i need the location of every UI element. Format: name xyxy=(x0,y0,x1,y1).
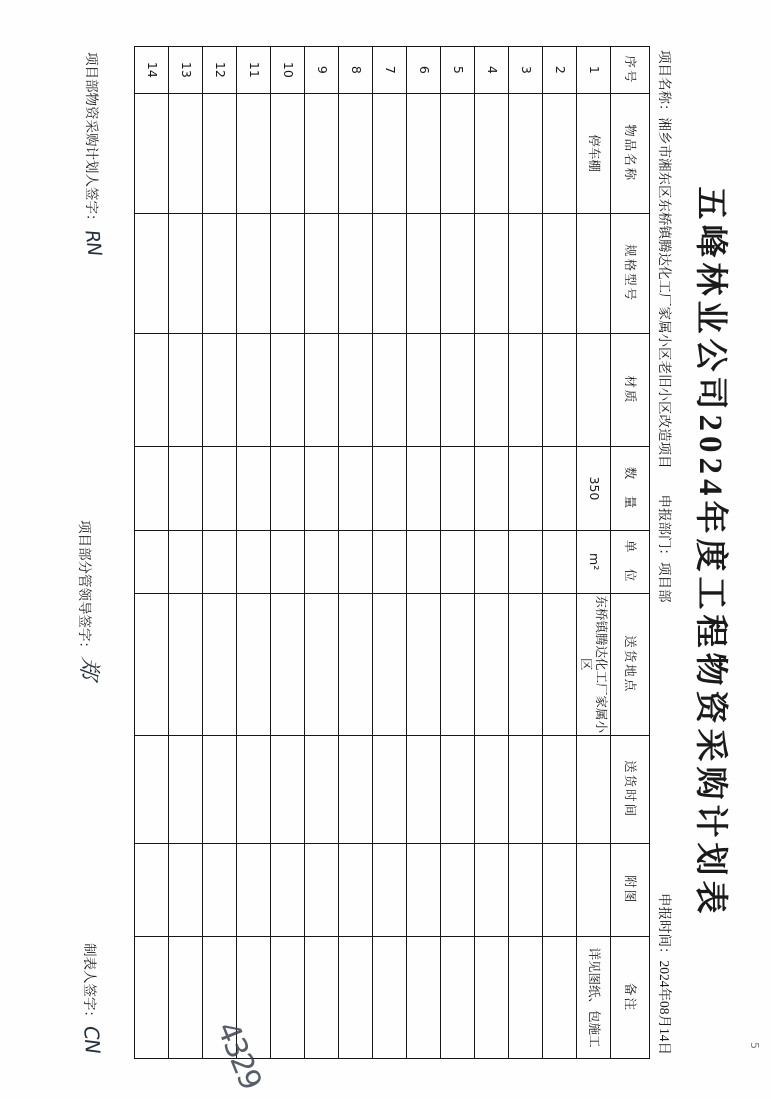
cell-unit xyxy=(475,530,509,593)
cell-spec xyxy=(373,213,407,333)
cell-address xyxy=(339,593,373,735)
cell-note: 详见图纸、包施工 xyxy=(577,937,611,1059)
cell-spec xyxy=(203,213,237,333)
table-row xyxy=(271,47,305,1059)
cell-picture xyxy=(203,843,237,936)
cell-note xyxy=(271,937,305,1059)
header-seq: 序号 xyxy=(611,47,650,94)
cell-name xyxy=(305,93,339,213)
cell-seq: 14 xyxy=(135,47,169,94)
declare-date-field xyxy=(656,893,676,1055)
cell-unit: m² xyxy=(577,530,611,593)
cell-address xyxy=(305,593,339,735)
cell-material xyxy=(339,333,373,447)
cell-qty xyxy=(373,447,407,530)
header-note: 备注 xyxy=(611,937,650,1059)
cell-time xyxy=(271,735,305,843)
cell-seq: 6 xyxy=(407,47,441,94)
table-row xyxy=(441,47,475,1059)
cell-material xyxy=(203,333,237,447)
table-row xyxy=(135,47,169,1059)
cell-address xyxy=(135,593,169,735)
table-row xyxy=(339,47,373,1059)
cell-material xyxy=(271,333,305,447)
table-row xyxy=(407,47,441,1059)
cell-material xyxy=(237,333,271,447)
cell-address xyxy=(475,593,509,735)
table-row xyxy=(543,47,577,1059)
signature-leader-mark: 郑 xyxy=(74,655,103,680)
cell-name xyxy=(135,93,169,213)
procurement-plan-table xyxy=(134,46,650,1059)
cell-unit xyxy=(509,530,543,593)
signature-leader xyxy=(73,520,104,678)
cell-time xyxy=(305,735,339,843)
cell-qty: 350 xyxy=(577,447,611,530)
cell-seq: 1 xyxy=(577,47,611,94)
cell-material xyxy=(475,333,509,447)
cell-name xyxy=(339,93,373,213)
cell-picture xyxy=(237,843,271,936)
cell-name xyxy=(407,93,441,213)
cell-spec xyxy=(135,213,169,333)
cell-time xyxy=(407,735,441,843)
cell-name xyxy=(543,93,577,213)
handwritten-annotation: 4329 xyxy=(209,1016,268,1094)
corner-page-mark: 5 xyxy=(748,1042,761,1049)
cell-picture xyxy=(441,843,475,936)
cell-picture xyxy=(475,843,509,936)
cell-time xyxy=(373,735,407,843)
cell-note xyxy=(543,937,577,1059)
cell-note xyxy=(169,937,203,1059)
cell-address: 东桥镇腾达化工厂家属小区 xyxy=(577,593,611,735)
cell-address xyxy=(271,593,305,735)
cell-unit xyxy=(169,530,203,593)
cell-unit xyxy=(271,530,305,593)
project-name-value: 湘乡市湘东区东桥镇腾达化工厂家属小区老旧小区改造项目 xyxy=(657,117,672,469)
cell-picture xyxy=(407,843,441,936)
cell-address xyxy=(509,593,543,735)
table-row xyxy=(203,47,237,1059)
table-row xyxy=(509,47,543,1059)
cell-name xyxy=(271,93,305,213)
cell-note xyxy=(509,937,543,1059)
header-picture: 附图 xyxy=(611,843,650,936)
cell-qty xyxy=(237,447,271,530)
cell-unit xyxy=(441,530,475,593)
department-field xyxy=(656,495,676,603)
cell-name: 停车棚 xyxy=(577,93,611,213)
cell-qty xyxy=(203,447,237,530)
cell-unit xyxy=(373,530,407,593)
cell-seq: 7 xyxy=(373,47,407,94)
cell-picture xyxy=(577,843,611,936)
cell-name xyxy=(509,93,543,213)
project-name-field xyxy=(656,50,676,469)
header-time: 送货时间 xyxy=(611,735,650,843)
cell-unit xyxy=(305,530,339,593)
table-header-row xyxy=(611,47,650,1059)
cell-unit xyxy=(135,530,169,593)
cell-seq: 10 xyxy=(271,47,305,94)
cell-spec xyxy=(475,213,509,333)
cell-picture xyxy=(135,843,169,936)
cell-seq: 11 xyxy=(237,47,271,94)
cell-unit xyxy=(407,530,441,593)
cell-name xyxy=(237,93,271,213)
cell-qty xyxy=(135,447,169,530)
signature-preparer-mark: CN xyxy=(79,1025,105,1054)
cell-material xyxy=(509,333,543,447)
cell-seq: 5 xyxy=(441,47,475,94)
department-value: 项目部 xyxy=(657,562,672,603)
cell-seq: 12 xyxy=(203,47,237,94)
cell-unit xyxy=(203,530,237,593)
header-unit: 单 位 xyxy=(611,530,650,593)
header-spec: 规格型号 xyxy=(611,213,650,333)
cell-spec xyxy=(543,213,577,333)
project-name-label: 项目名称： xyxy=(657,50,672,118)
table-row xyxy=(475,47,509,1059)
cell-qty xyxy=(339,447,373,530)
cell-qty xyxy=(271,447,305,530)
signature-purchaser-label: 项目部物资采购计划人签字： xyxy=(84,52,99,228)
cell-picture xyxy=(543,843,577,936)
cell-address xyxy=(203,593,237,735)
cell-seq: 9 xyxy=(305,47,339,94)
signature-preparer xyxy=(73,943,104,1053)
table-row xyxy=(237,47,271,1059)
signature-purchaser xyxy=(73,52,104,255)
signature-row xyxy=(73,46,104,1059)
cell-name xyxy=(169,93,203,213)
cell-name xyxy=(203,93,237,213)
cell-seq: 4 xyxy=(475,47,509,94)
cell-time xyxy=(543,735,577,843)
cell-picture xyxy=(169,843,203,936)
cell-address xyxy=(441,593,475,735)
cell-unit xyxy=(543,530,577,593)
cell-spec xyxy=(305,213,339,333)
cell-address xyxy=(543,593,577,735)
cell-spec xyxy=(237,213,271,333)
cell-note xyxy=(475,937,509,1059)
cell-material xyxy=(441,333,475,447)
cell-note xyxy=(339,937,373,1059)
cell-material xyxy=(373,333,407,447)
cell-picture xyxy=(373,843,407,936)
cell-qty xyxy=(305,447,339,530)
cell-unit xyxy=(339,530,373,593)
cell-time xyxy=(475,735,509,843)
header-name: 物品名称 xyxy=(611,93,650,213)
cell-material xyxy=(577,333,611,447)
cell-note xyxy=(407,937,441,1059)
cell-address xyxy=(407,593,441,735)
cell-picture xyxy=(509,843,543,936)
cell-material xyxy=(305,333,339,447)
cell-address xyxy=(373,593,407,735)
cell-material xyxy=(169,333,203,447)
cell-name xyxy=(475,93,509,213)
cell-time xyxy=(441,735,475,843)
signature-purchaser-mark: RN xyxy=(80,228,106,257)
cell-qty xyxy=(509,447,543,530)
cell-qty xyxy=(169,447,203,530)
cell-name xyxy=(441,93,475,213)
cell-qty xyxy=(475,447,509,530)
cell-time xyxy=(169,735,203,843)
table-row xyxy=(169,47,203,1059)
signature-preparer-label: 制表人签字： xyxy=(82,943,97,1025)
table-row xyxy=(577,47,611,1059)
cell-spec xyxy=(441,213,475,333)
cell-spec xyxy=(169,213,203,333)
cell-unit xyxy=(237,530,271,593)
cell-picture xyxy=(271,843,305,936)
document-meta-row xyxy=(656,50,676,1055)
cell-qty xyxy=(543,447,577,530)
cell-spec xyxy=(407,213,441,333)
cell-name xyxy=(373,93,407,213)
cell-note xyxy=(305,937,339,1059)
cell-time xyxy=(135,735,169,843)
cell-material xyxy=(407,333,441,447)
declare-date-value: 2024年08月14日 xyxy=(657,960,672,1055)
cell-note xyxy=(135,937,169,1059)
cell-time xyxy=(577,735,611,843)
cell-material xyxy=(135,333,169,447)
cell-spec xyxy=(339,213,373,333)
header-qty: 数 量 xyxy=(611,447,650,530)
cell-address xyxy=(237,593,271,735)
table-row xyxy=(305,47,339,1059)
cell-picture xyxy=(305,843,339,936)
department-label: 申报部门： xyxy=(657,494,672,562)
cell-time xyxy=(203,735,237,843)
cell-seq: 3 xyxy=(509,47,543,94)
table-body xyxy=(135,47,611,1059)
cell-seq: 2 xyxy=(543,47,577,94)
cell-address xyxy=(169,593,203,735)
cell-time xyxy=(339,735,373,843)
cell-seq: 13 xyxy=(169,47,203,94)
cell-spec xyxy=(271,213,305,333)
cell-qty xyxy=(407,447,441,530)
page-title: 五峰林业公司2024年度工程物资采购计划表 xyxy=(692,186,728,919)
cell-material xyxy=(543,333,577,447)
cell-spec xyxy=(577,213,611,333)
cell-note xyxy=(441,937,475,1059)
cell-time xyxy=(509,735,543,843)
declare-date-label: 申报时间： xyxy=(657,893,672,961)
cell-spec xyxy=(509,213,543,333)
cell-picture xyxy=(339,843,373,936)
cell-time xyxy=(237,735,271,843)
cell-seq: 8 xyxy=(339,47,373,94)
signature-leader-label: 项目部分管领导签字： xyxy=(77,519,92,655)
table-row xyxy=(373,47,407,1059)
header-material: 材质 xyxy=(611,333,650,447)
header-address: 送货地点 xyxy=(611,593,650,735)
cell-qty xyxy=(441,447,475,530)
cell-note xyxy=(373,937,407,1059)
